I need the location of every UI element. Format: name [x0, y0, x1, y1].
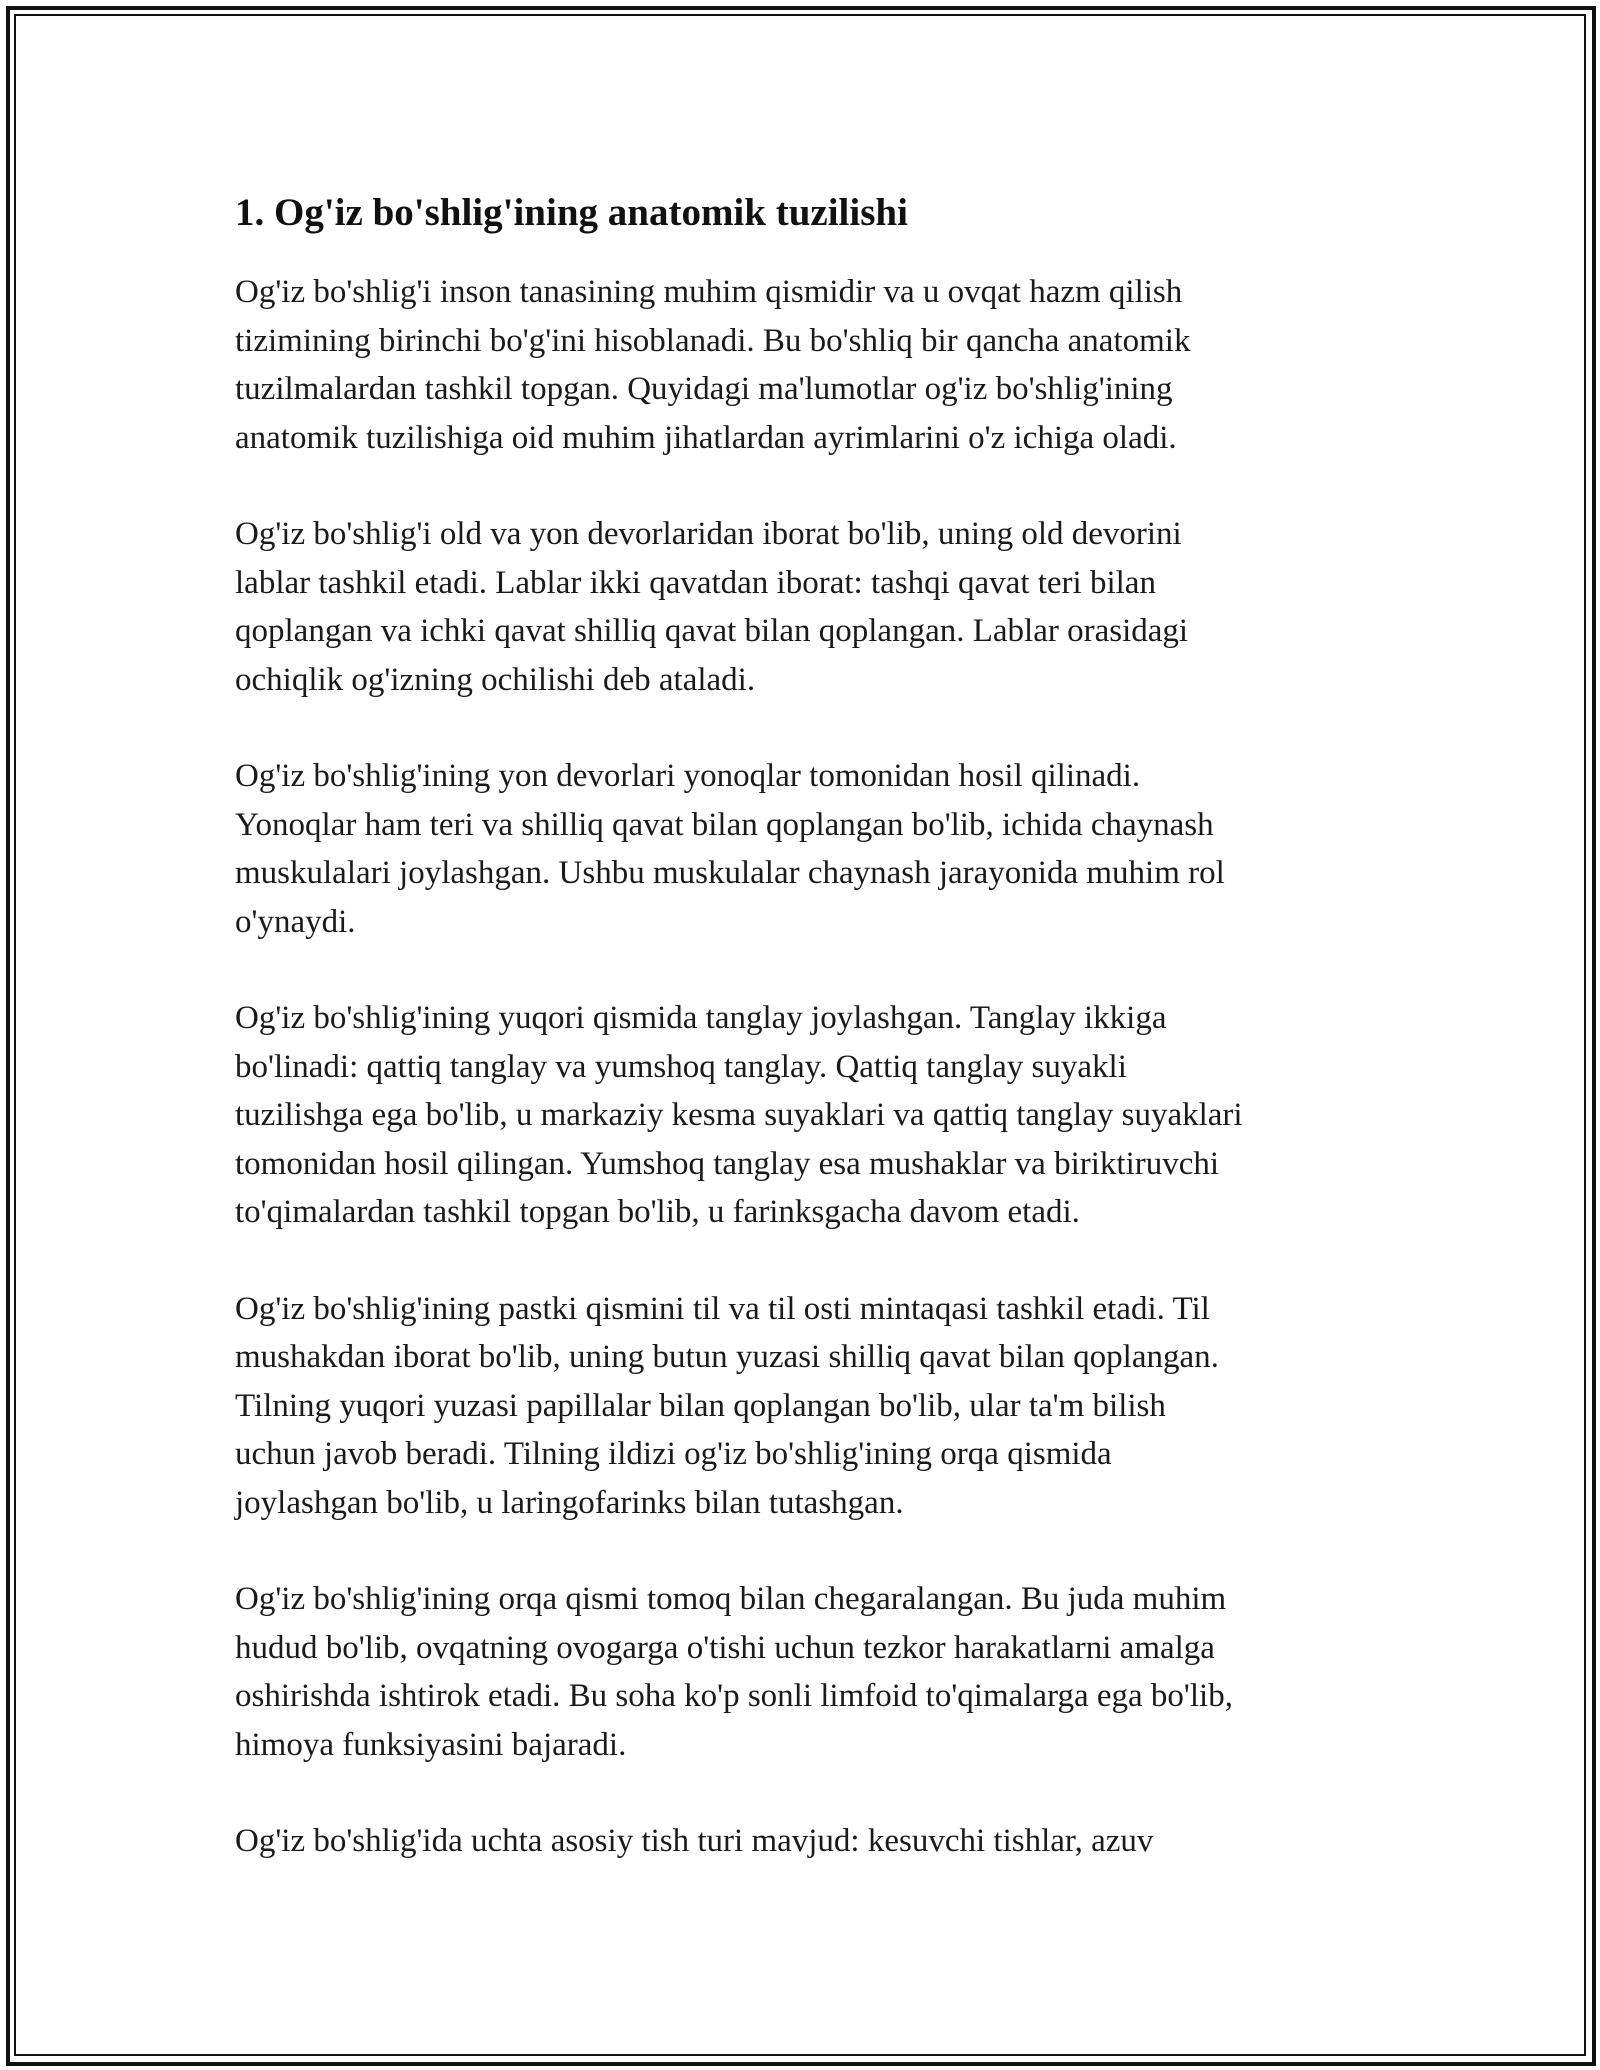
- document-page: [235, 186, 1365, 1914]
- text-line: o'ynaydi.: [235, 903, 356, 940]
- text-line: muskulalari joylashgan. Ushbu muskulalar chaynash jarayonida muhim rol: [235, 855, 1225, 891]
- text-line: tizimining birinchi bo'g'ini hisoblanadi. Bu bo'shliq bir qancha anatomik: [235, 322, 1191, 359]
- paragraph-teeth: [235, 1817, 1365, 1866]
- text-line: Og'iz bo'shlig'i old va yon devorlaridan iborat bo'lib, uning old devorini: [235, 516, 1182, 552]
- text-line: bo'linadi: qattiq tanglay va yumshoq tanglay. Qattiq tanglay suyakli: [235, 1048, 1127, 1085]
- text-line: Og'iz bo'shlig'ining yon devorlari yonoqlar tomonidan hosil qilinadi.: [235, 758, 1141, 794]
- text-line: mushakdan iborat bo'lib, uning butun yuzasi shilliq qavat bilan qoplangan.: [235, 1339, 1219, 1375]
- text-line: to'qimalardan tashkil topgan bo'lib, u farinksgacha davom etadi.: [235, 1194, 1080, 1230]
- paragraph-throat: [235, 1575, 1365, 1769]
- paragraph-cheeks: [235, 752, 1365, 946]
- text-line: Yonoqlar ham teri va shilliq qavat bilan qoplangan bo'lib, ichida chaynash: [235, 806, 1214, 843]
- paragraph-intro: [235, 268, 1365, 462]
- text-line: tomonidan hosil qilingan. Yumshoq tanglay esa mushaklar va biriktiruvchi: [235, 1145, 1220, 1182]
- paragraph-palate: [235, 994, 1365, 1237]
- text-line: Og'iz bo'shlig'ining pastki qismini til va til osti mintaqasi tashkil etadi. Til: [235, 1290, 1210, 1327]
- text-line: anatomik tuzilishiga oid muhim jihatlardan ayrimlarini o'z ichiga oladi.: [235, 419, 1177, 456]
- paragraph-lips: [235, 510, 1365, 704]
- text-line: oshirishda ishtirok etadi. Bu soha ko'p sonli limfoid to'qimalarga ega bo'lib,: [235, 1678, 1233, 1714]
- text-line: joylashgan bo'lib, u laringofarinks bilan tutashgan.: [235, 1484, 904, 1521]
- text-line: Og'iz bo'shlig'ida uchta asosiy tish turi mavjud: kesuvchi tishlar, azuv: [235, 1823, 1154, 1859]
- text-line: Og'iz bo'shlig'ining yuqori qismida tanglay joylashgan. Tanglay ikkiga: [235, 1000, 1167, 1036]
- text-line: tuzilmalardan tashkil topgan. Quyidagi ma'lumotlar og'iz bo'shlig'ining: [235, 371, 1173, 407]
- text-line: himoya funksiyasini bajaradi.: [235, 1726, 627, 1763]
- text-line: uchun javob beradi. Tilning ildizi og'iz bo'shlig'ining orqa qismida: [235, 1436, 1112, 1472]
- text-line: Tilning yuqori yuzasi papillalar bilan qoplangan bo'lib, ular ta'm bilish: [235, 1387, 1166, 1424]
- text-line: Og'iz bo'shlig'ining orqa qismi tomoq bilan chegaralangan. Bu juda muhim: [235, 1581, 1227, 1617]
- paragraph-tongue: [235, 1285, 1365, 1528]
- text-line: ochiqlik og'izning ochilishi deb ataladi.: [235, 661, 756, 698]
- text-line: tuzilishga ega bo'lib, u markaziy kesma suyaklari va qattiq tanglay suyaklari: [235, 1097, 1243, 1133]
- section-heading: 1. Og'iz bo'shlig'ining anatomik tuzilishi: [235, 191, 908, 234]
- text-line: hudud bo'lib, ovqatning ovogarga o'tishi uchun tezkor harakatlarni amalga: [235, 1629, 1215, 1666]
- text-line: lablar tashkil etadi. Lablar ikki qavatdan iborat: tashqi qavat teri bilan: [235, 564, 1156, 601]
- text-line: Og'iz bo'shlig'i inson tanasining muhim qismidir va u ovqat hazm qilish: [235, 274, 1183, 310]
- text-line: qoplangan va ichki qavat shilliq qavat bilan qoplangan. Lablar orasidagi: [235, 613, 1189, 649]
